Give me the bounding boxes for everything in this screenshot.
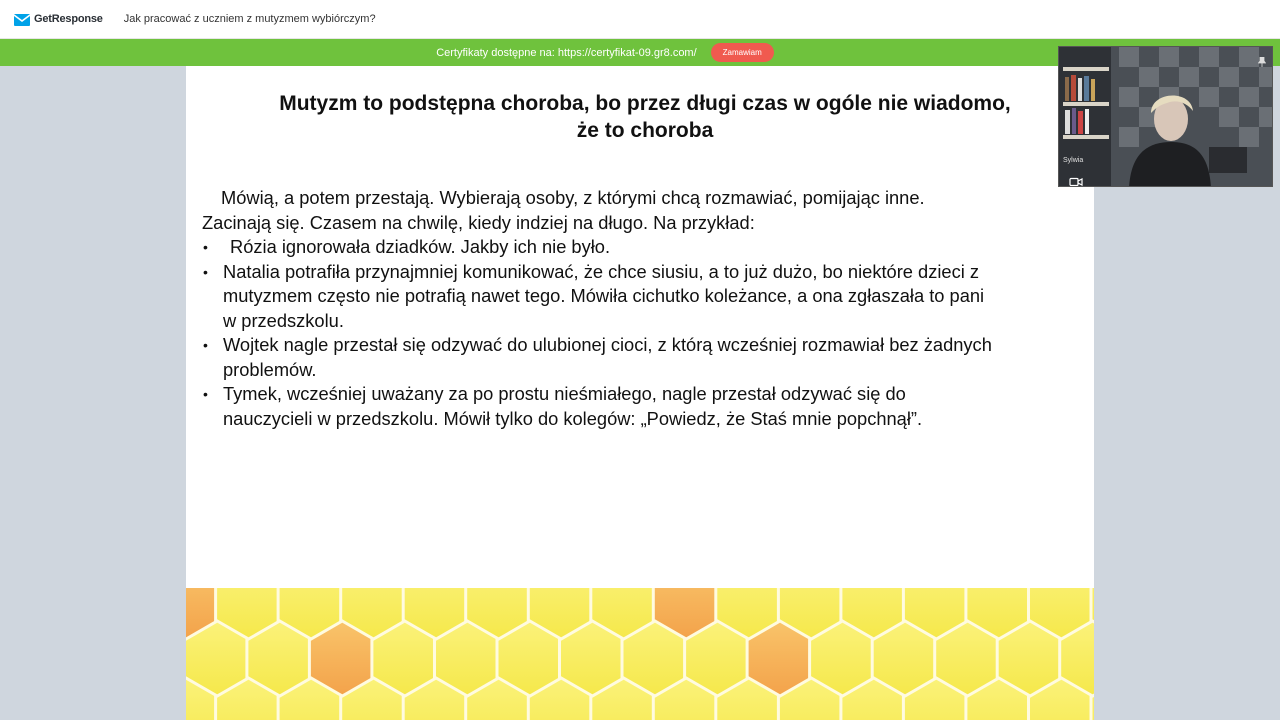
- slide-intro-line: Mówią, a potem przestają. Wybierają osoby, z którymi chcą rozmawiać, pomijając inne.: [221, 187, 925, 208]
- camera-icon[interactable]: [1069, 174, 1083, 184]
- list-item: [202, 333, 1092, 382]
- presentation-slide: [186, 66, 1094, 720]
- banner-text: Certyfikaty dostępne na: https://certyfikat-09.gr8.com/: [436, 46, 697, 59]
- slide-title: [186, 90, 1094, 144]
- order-button[interactable]: Zamawiam: [711, 43, 774, 62]
- envelope-icon: [14, 13, 30, 25]
- presenter-video[interactable]: [1058, 46, 1273, 187]
- list-item-line: w przedszkolu.: [223, 309, 344, 331]
- list-item-line: nauczycieli w przedszkolu. Mówił tylko do kolegów: „Powiedz, że Staś mnie popchnął”.: [223, 407, 923, 429]
- bullet-icon: •: [203, 263, 208, 280]
- list-item: [202, 235, 1092, 260]
- brand-name: GetResponse: [34, 13, 103, 25]
- list-item-line: Tymek, wcześniej uważany za po prostu nieśmiałego, nagle przestał odzywać się do: [223, 383, 906, 404]
- slide-title-line: że to choroba: [576, 119, 714, 142]
- presenter-name: Sylwia: [1063, 157, 1084, 164]
- bullet-list: [202, 235, 1092, 431]
- list-item-line: Rózia ignorowała dziadków. Jakby ich nie było.: [230, 236, 611, 257]
- slide-body: [202, 186, 1092, 431]
- getresponse-logo[interactable]: [14, 13, 103, 25]
- slide-intro-line: Zacinają się. Czasem na chwilę, kiedy indziej na długo. Na przykład:: [202, 211, 755, 233]
- list-item: [202, 260, 1092, 334]
- list-item-line: Natalia potrafiła przynajmniej komunikować, że chce siusiu, a to już dużo, bo niektóre dzieci z: [223, 260, 979, 282]
- bullet-icon: •: [203, 386, 208, 402]
- pin-icon[interactable]: [1258, 54, 1266, 64]
- list-item: [202, 382, 1092, 431]
- list-item-line: mutyzmem często nie potrafią nawet tego. Mówiła cichutko koleżance, a ona zgłaszała to pani: [223, 285, 985, 306]
- bullet-icon: •: [203, 239, 208, 255]
- webinar-title: Jak pracować z uczniem z mutyzmem wybiórczym?: [123, 13, 376, 25]
- list-item-line: problemów.: [223, 358, 317, 380]
- list-item-line: Wojtek nagle przestał się odzywać do ulubionej cioci, z którą wcześniej rozmawiał bez żadnych: [223, 334, 992, 355]
- slide-title-line: Mutyzm to podstępna choroba, bo przez długi czas w ogóle nie wiadomo,: [279, 92, 1011, 115]
- top-bar: [0, 0, 1280, 39]
- webcam-image: [1059, 47, 1273, 187]
- honeycomb-decoration: [186, 588, 1094, 720]
- bullet-icon: •: [203, 337, 208, 353]
